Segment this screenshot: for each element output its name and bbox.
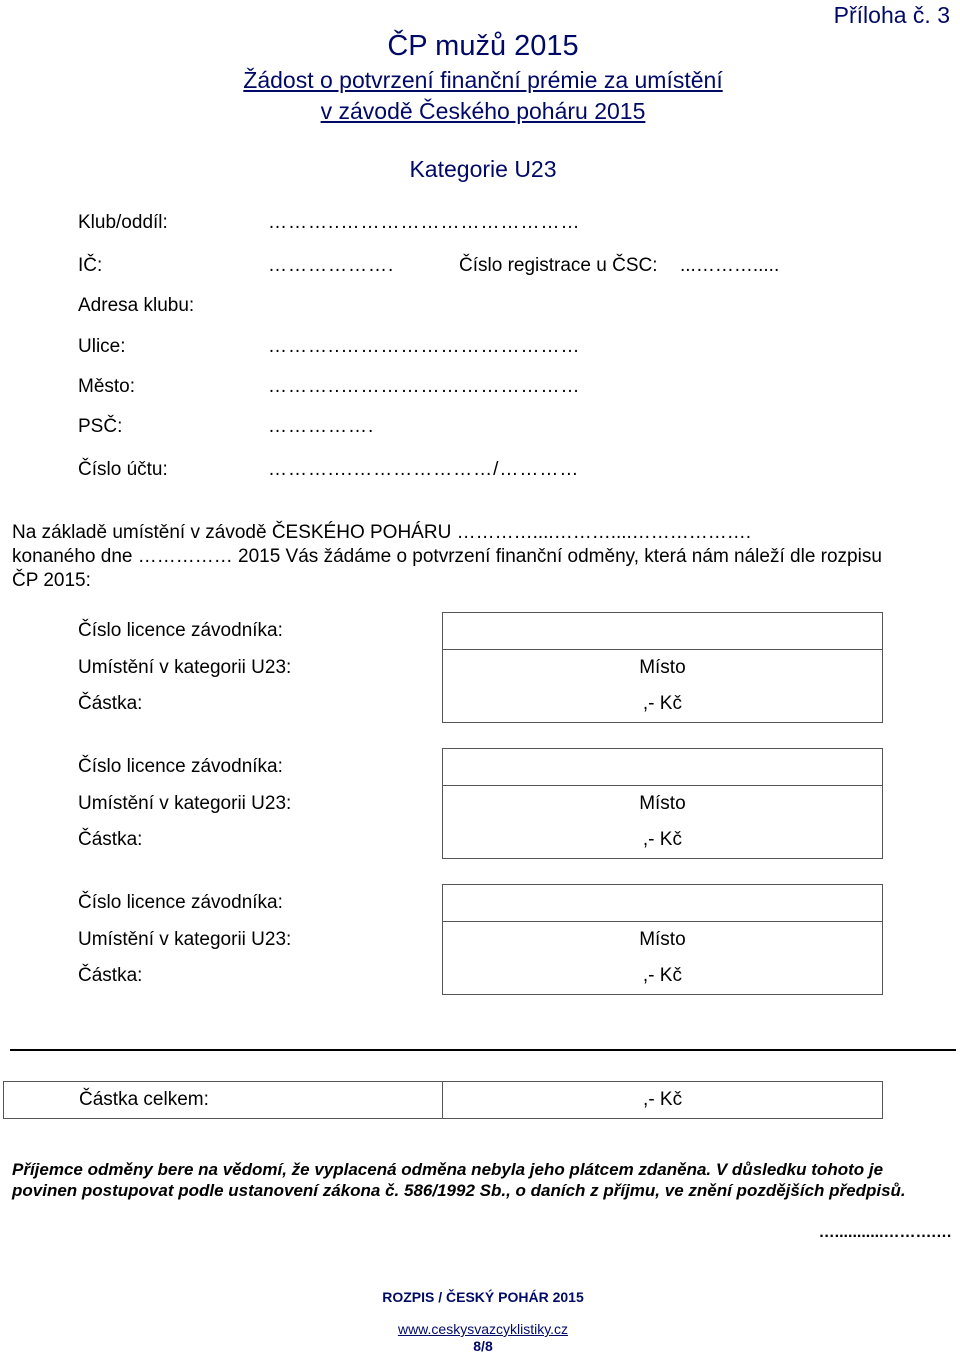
- paragraph-line-3: ČP 2015:: [12, 570, 91, 591]
- zip-label: PSČ:: [78, 416, 123, 437]
- placement-label: Umístění v kategorii U23:: [78, 792, 292, 814]
- placement-field[interactable]: Místo: [442, 786, 882, 823]
- form-subtitle-line-2: v závodě Českého poháru 2015: [320, 98, 646, 124]
- total-field[interactable]: ,- Kč: [443, 1082, 883, 1119]
- placement-label: Umístění v kategorii U23:: [78, 928, 292, 950]
- club-label: Klub/oddíl:: [78, 212, 168, 233]
- ic-label: IČ:: [78, 255, 103, 276]
- amount-label: Částka:: [78, 965, 143, 987]
- street-label: Ulice:: [78, 336, 126, 357]
- rider-block-3: [3, 884, 883, 995]
- total-label: Částka celkem:: [4, 1082, 443, 1119]
- account-label: Číslo účtu:: [78, 459, 168, 480]
- page-title: ČP mužů 2015: [387, 30, 579, 62]
- ic-field[interactable]: ……………….: [268, 255, 395, 276]
- amount-label: Částka:: [78, 829, 143, 851]
- amount-field[interactable]: ,- Kč: [442, 686, 882, 723]
- license-field[interactable]: [442, 749, 882, 786]
- address-label: Adresa klubu:: [78, 295, 195, 316]
- license-field[interactable]: [442, 885, 882, 922]
- city-field[interactable]: ………..………………………………: [268, 376, 581, 397]
- total-block: [3, 1081, 883, 1119]
- page-number: 8/8: [473, 1338, 493, 1354]
- tax-note: Příjemce odměny bere na vědomí, že vyplacená odměna nebyla jeho plátcem zdaněna. V důsledku tohoto je povinen postupovat podle ustanovení zákona č. 586/1992 Sb., o daních z příjmu, ve znění pozdějších předpisů.: [12, 1160, 906, 1200]
- amount-field[interactable]: ,- Kč: [442, 822, 882, 859]
- rider-block-1: [3, 612, 883, 723]
- appendix-label: Příloha č. 3: [833, 2, 950, 28]
- signature-line: …...........……….…: [818, 1224, 952, 1241]
- city-label: Město:: [78, 376, 136, 397]
- form-subtitle-line-1: Žádost o potvrzení finanční prémie za umístění: [243, 67, 723, 93]
- amount-label: Částka:: [78, 693, 143, 715]
- license-label: Číslo licence závodníka:: [78, 892, 283, 913]
- zip-field[interactable]: …………….: [268, 416, 375, 437]
- footer-title: ROZPIS / ČESKÝ POHÁR 2015: [382, 1289, 584, 1305]
- registration-label: Číslo registrace u ČSC:: [459, 255, 658, 276]
- placement-field[interactable]: Místo: [442, 922, 882, 959]
- club-field[interactable]: ………..………………………………: [268, 212, 581, 233]
- footer-link[interactable]: www.ceskysvazcyklistiky.cz: [397, 1321, 569, 1337]
- paragraph-line-1: Na základě umístění v závodě ČESKÉHO POHÁRU …………....………....……………….: [12, 522, 752, 543]
- registration-field[interactable]: ...……….....: [680, 255, 780, 276]
- amount-field[interactable]: ,- Kč: [442, 958, 882, 995]
- category-heading: Kategorie U23: [409, 156, 557, 182]
- placement-label: Umístění v kategorii U23:: [78, 656, 292, 678]
- license-label: Číslo licence závodníka:: [78, 620, 283, 641]
- divider: [10, 1049, 956, 1051]
- account-field[interactable]: ………....…………………/…………: [268, 459, 580, 480]
- rider-block-2: [3, 748, 883, 859]
- placement-field[interactable]: Místo: [442, 650, 882, 687]
- license-field[interactable]: [442, 613, 882, 650]
- street-field[interactable]: ………..………………………………: [268, 336, 581, 357]
- license-label: Číslo licence závodníka:: [78, 756, 283, 777]
- paragraph-line-2: konaného dne …………… 2015 Vás žádáme o potvrzení finanční odměny, která nám náleží dle rozpisu: [12, 546, 882, 567]
